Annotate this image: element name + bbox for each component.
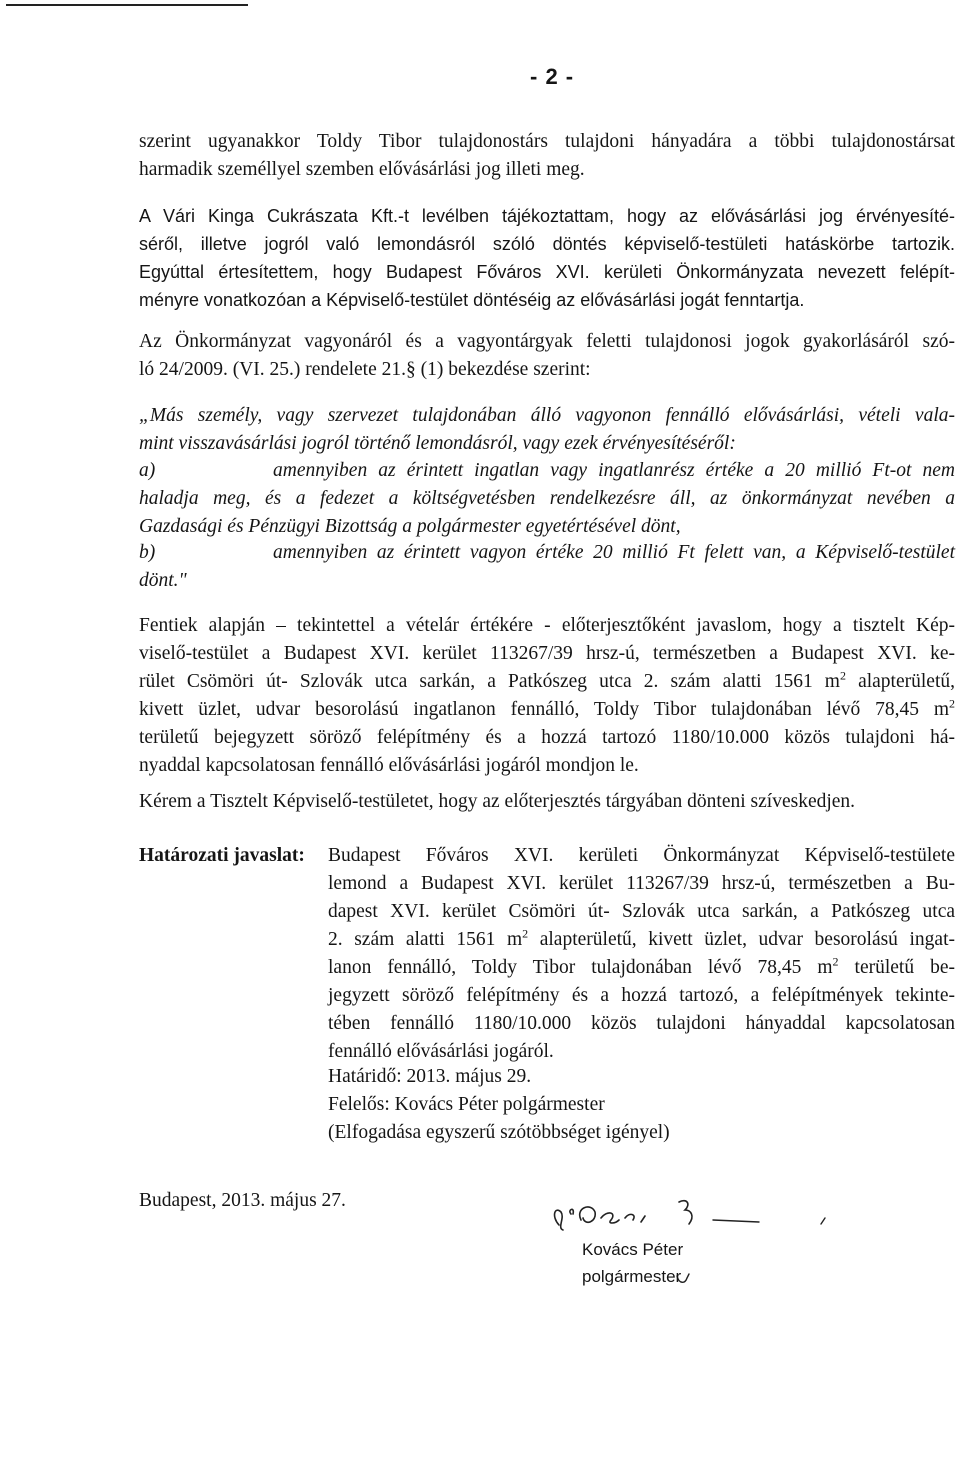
text-line: dönt." [139,570,187,591]
top-border-line [6,4,248,6]
text-line: területű bejegyzett söröző felépítmény és a hozzá tartozó 1180/10.000 közös tulajdoni há- [139,727,955,748]
text-line: jegyzett söröző felépítmény és a hozzá tartozó, a felépítmények tekinte- [328,985,955,1006]
text-segment: 2. szám alatti 1561 m [328,929,523,950]
paragraph-ownership [139,128,955,184]
text-line: Fentiek alapján – tekintettel a vételár értékére - előterjesztőként javaslom, hogy a tisztelt Kép- [139,615,955,636]
resolution-label: Határozati javaslat: [139,845,305,866]
text-segment: amennyiben az érintett ingatlan vagy ingatlanrész értéke a 20 millió Ft-ot nem [273,460,955,481]
text-line [328,926,955,954]
text-line: fennálló elővásárlási jogáról. [328,1041,554,1062]
text-line: harmadik személlyel szemben elővásárlási jog illeti meg. [139,159,585,180]
responsible-person: Felelős: Kovács Péter polgármester [328,1094,605,1115]
text-line: nyaddal kapcsolatosan fennálló elővásárlási jogáról mondjon le. [139,755,639,776]
signer-block [582,1236,683,1290]
superscript: 2 [949,696,955,711]
text-line [139,539,955,567]
text-line: ló 24/2009. (VI. 25.) rendelete 21.§ (1) bekezdése szerint: [139,359,591,380]
text-line [139,668,955,696]
text-segment: alapterületű, kivett üzlet, udvar besorolású ingat- [539,929,955,950]
quote-point-b [139,539,955,595]
signer-name: Kovács Péter [582,1240,684,1259]
text-line: Egyúttal értesítettem, hogy Budapest Főváros XVI. kerületi Önkormányzata nevezett felépít- [139,262,955,282]
text-segment: lanon fennálló, Toldy Tibor tulajdonában lévő 78,45 m [328,957,833,978]
text-line: haladja meg, és a fedezet a költségvetésben rendelkezésre áll, az önkormányzat nevében a [139,488,955,509]
majority-note: (Elfogadása egyszerű szótöbbséget igényel) [328,1122,670,1143]
text-line: tében fennálló 1180/10.000 közös tulajdoni hányaddal kapcsolatosan [328,1013,955,1034]
text-line: viselő-testület a Budapest XVI. kerület 113267/39 hrsz-ú, természetben a Budapest XVI. ke- [139,643,955,664]
text-segment: területű be- [854,957,955,978]
text-line: Gazdasági és Pénzügyi Bizottság a polgármester egyetértésével dönt, [139,516,681,537]
text-line: dapest XVI. kerület Csömöri út- Szlovák utca sarkán, a Patkószeg utca [328,901,955,922]
text-segment: kivett üzlet, udvar besorolású ingatlanon fennálló, Toldy Tibor tulajdonában lévő 78,45 m [139,699,949,720]
text-line: mint visszavásárlási jogról történő lemondásról, vagy ezek érvényesítéséről: [139,433,736,454]
text-line: szerint ugyanakkor Toldy Tibor tulajdonostárs tulajdoni hányadára a többi tulajdonostársat [139,131,955,152]
text-line: A Vári Kinga Cukrászata Kft.-t levélben tájékoztattam, hogy az elővásárlási jog érvényesíté- [139,206,955,226]
deadline: Határidő: 2013. május 29. [328,1066,532,1087]
paragraph-request [139,788,955,816]
deadline-block [328,1063,670,1147]
superscript: 2 [832,954,839,969]
signer-title: polgármester [582,1267,682,1286]
text-line: séről, illetve jogról való lemondásról szóló döntés képviselő-testületi hatáskörbe tartozik. [139,234,955,254]
text-line: Kérem a Tisztelt Képviselő-testületet, hogy az előterjesztés tárgyában dönteni szíveskedjen. [139,791,856,812]
superscript: 2 [522,926,529,941]
text-line: „Más személy, vagy szervezet tulajdonában álló vagyonon fennálló elővásárlási, vételi vala- [139,405,955,426]
text-line [328,954,955,982]
page-number: - 2 - [530,64,575,89]
text-line [139,457,955,485]
text-line: Az Önkormányzat vagyonáról és a vagyontárgyak feletti tulajdonosi jogok gyakorlásáról szó- [139,331,955,352]
place-date: Budapest, 2013. május 27. [139,1190,346,1211]
point-marker: b) [139,542,156,563]
resolution-text [328,842,955,1066]
text-segment: alapterületű, [858,671,955,692]
text-segment: amennyiben az érintett vagyon értéke 20 millió Ft felett van, a Képviselő-testület [273,542,955,563]
quote-point-a [139,457,955,541]
text-line [139,696,955,724]
text-line: ményre vonatkozóan a Képviselő-testület döntéséig az elővásárlási jogát fenntartja. [139,290,805,310]
superscript: 2 [839,668,846,683]
paragraph-proposal [139,612,955,780]
point-marker: a) [139,460,156,481]
paragraph-regulation [139,328,955,384]
text-line: lemond a Budapest XVI. kerület 113267/39 hrsz-ú, természetben a Bu- [328,873,955,894]
paragraph-notification [139,202,955,314]
text-segment: rület Csömöri út- Szlovák utca sarkán, a Patkószeg utca 2. szám alatti 1561 m [139,671,840,692]
quote-intro [139,402,955,458]
text-line: Budapest Főváros XVI. kerületi Önkormányzat Képviselő-testülete [328,845,955,866]
